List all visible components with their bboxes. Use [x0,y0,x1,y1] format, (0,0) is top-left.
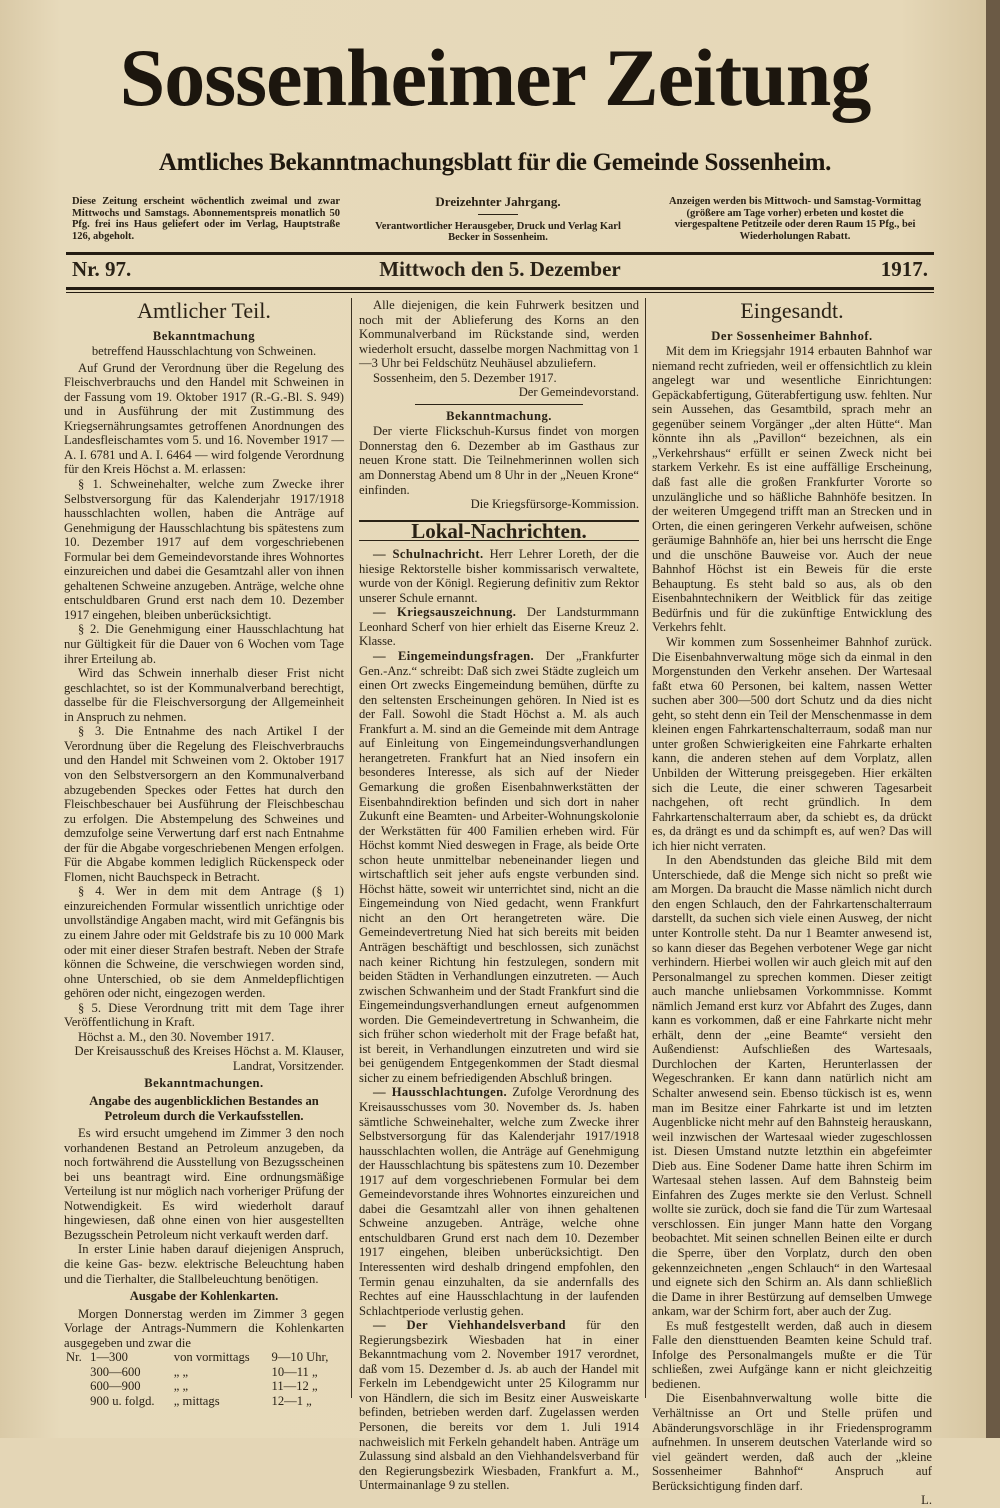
schedule-cell: „ mittags [173,1393,220,1408]
signature: Die Kriegsfürsorge-Kommission. [470,497,639,512]
paragraph: Es muß festgestellt werden, daß auch in diesem Falle den diensttuenden Beamten keine Schuld traf. Infolge des Personalmangels mußte er die Tür schließen, zwei Aufgänge kann er nicht gleichzeitig bedienen. [652,1318,932,1391]
news-item-title: — Schulnachricht. [373,547,484,562]
schedule-cell: von vormittags [173,1350,250,1365]
publisher-info [370,196,626,244]
paragraph: In den Abendstunden das gleiche Bild mit dem Unterschiede, daß die Menge sich nicht so preßt wie am Morgen. Da braucht die Masse nämlich nicht durch den engen Schlauch, den der Fahrkartenschalterraum darstellt, da suchen sich viele einen Ausweg, der nicht unter Kontrolle steht. Da nur 1 Beamter anwesend ist, so kann dieser das Begehen verbotener Wege gar nicht verhindern. Hierbei wollen wir auch gleich mit auf den Personalmangel zu sprechen kommen. Dieser zeitigt auch manche unliebsamen Vorkommnisse. Kommt nämlich Jemand erst kurz vor Abfahrt des Zuges, dann kann es vorkommen, daß er eine Fahrkarte nicht mehr erhält, denn der „eine Beamte“ versieht den Außendienst: Aufschließen des Wartesaals, Durchlochen der Karten, Herunterlassen der Wegeschranken. Er kann dann natürlich nicht am Schalter anwesend sein. Ebenso tückisch ist es, wenn man im Besitze einer Fahrkarte ist und im letzten Augenblicke nicht mehr auf den Bahnsteig herauskann, weil inzwischen der Wartesaal wieder zugeschlossen ist. Diesen Umstand nutzte letzthin ein abgefeimter Dieb aus. Eine Sodener Dame hatte ihren Schirm im Wartesaal stehen lassen. Auf dem Bahnsteig beim Einfahren des Zuges merkte sie den Verlust. Schnell wollte sie zurück, doch sie fand die Tür zum Wartesaal verschlossen. Ein junger Mann hatte den Vorgang beobachtet. Mit seinen schnellen Beinen eilte er durch die Sperre, über den Vorplatz, durch den oben gekennzeichneten „engen Schlauch“ in den Wartesaal und eignete sich den Schirm an. Als dann schließlich die Dame in ihrer Bestürzung auf demselben Umwege ankam, war der Schirm fort, aber auch der Zug. [652,853,932,1319]
news-item-text: Zufolge Verordnung des Kreisausschusses vom 30. November ds. Js. haben sämtliche Schweinehalter, welche zum Zwecke ihrer Selbstversorgung für das Kalenderjahr 1917/1918 hausschlachten wollen, die Anträge auf Genehmigung der Hausschlachtung bis spätestens zum 10. Dezember 1917 auf dem vorgeschriebenen Formular bei dem Gemeindevorstande ihres Wohnortes einzureichen und dabei die Gesamtzahl aller von ihnen gehaltenen Schweine anzugeben. Anträge, welche ohne entschuldbaren Grund erst nach dem 10. Dezember 1917 eingehen, bleiben unberücksichtigt. Den Interessenten wird deshalb dringend empfohlen, den Termin genau einzuhalten, da sie andernfalls des Rechtes auf eine Hausschlachtung in der laufenden Schlachtperiode verlustig gehen. [359,1085,640,1318]
schedule-row [64,1350,344,1365]
schedule-cell: „ „ [173,1364,189,1379]
paragraph: Auf Grund der Verordnung über die Regelung des Fleischverbrauchs und den Handel mit Schweinen in der Fassung vom 19. Oktober 1917 (R.-G.-Bl. S. 949) und in Ausführung der mit Zustimmung des Kriegsernährungsamtes getroffenen Anordnungen des Landesfleischamtes vom 5. und 16. November 1917 — A. I. 6781 und A. I. 6464 — wird folgende Verordnung für den Kreis Höchst a. M. erlassen: [64,360,344,477]
bottom-rule-thin [66,292,934,293]
article-heading: Bekanntmachung [152,328,256,343]
issue-number: Nr. 97. [72,257,132,281]
news-item-title: — Der Viehhandelsverband [373,1318,566,1333]
paragraph [359,1318,639,1493]
schedule-cell: 10—11 „ [271,1364,318,1379]
advertising-info: Anzeigen werden bis Mittwoch- und Samstag-Vormittag (größere am Tage vorher) erbeten und kostet die viergespaltene Petitzeile oder deren Raum 15 Pfg., bei Wiederholungen Rabatt. [669,196,921,242]
schedule-cell [64,1365,88,1380]
schedule-cell: „ „ [173,1379,189,1394]
news-item-title: — Eingemeindungsfragen. [373,649,535,664]
column-divider [351,298,352,1398]
schedule-cell [64,1379,88,1394]
news-item-text: für den Regierungsbezirk Wiesbaden hat in einer Bekanntmachung vom 2. November 1917 verordnet, daß vom 15. Dezember d. Js. ab auch der Handel mit Ferkeln im Lebendgewicht unter 25 Kilogramm nur von Händlern, die sich im Besitz einer Ausweiskarte befinden, betrieben werden darf. Zugelassen werden Personen, die bereits vor dem 1. Juli 1914 nachweislich mit Ferkeln gehandelt haben. Anträge um Zulassung sind alsbald an den Viehhandelsverband für den Regierungsbezirk Wiesbaden, Frankfurt a. M., Untermainanlage 9 zu stellen. [359,1318,639,1493]
paragraph [359,649,639,1085]
section-heading: Lokal-Nachrichten. [359,520,639,542]
issue-year: 1917. [880,257,928,281]
paragraph: Alle diejenigen, die kein Fuhrwerk besitzen und noch mit der Ablieferung des Korns an den Kommunalverband im Rückstande sind, werden wiederholt ersucht, dasselbe morgen Nachmittag von 1—3 Uhr bei Feldschütz Neuhäusel abzuliefern. [359,298,639,371]
signature: Der Gemeindevorstand. [518,385,639,400]
newspaper-subtitle: Amtliches Bekanntmachungsblatt für die Gemeinde Sossenheim. [158,149,832,176]
paragraph: § 4. Wer in dem mit dem Antrage (§ 1) einzureichenden Formular wissentlich unrichtige oder unvollständige Angaben macht, wird mit Gefängnis bis zu einem Jahre oder mit Geldstrafe bis zu 10 000 Mark oder mit einer dieser Strafen bestraft. Neben der Strafe können die Schweine, die verschwiegen worden sind, ohne Unterschied, ob sie dem Anmeldepflichtigen gehören oder nicht, eingezogen werden. [64,884,344,1001]
column-1 [64,298,344,1408]
signature: L. [921,1493,932,1508]
schedule-cell: Nr. [66,1350,82,1365]
divider [415,404,583,405]
news-item-text: Der „Frankfurter Gen.-Anz.“ schreibt: Daß sich zwei Städte zugleich um einen Ort zwecks Eingemeindung bemühen, dürfte zu den seltensten Erscheinungen gehören. In Nied ist es der Fall. Sowohl die Stadt Höchst a. M. als auch Frankfurt a. M. sind an die Gemeinde mit dem Antrage auf Einleitung von Eingemeindungsverhandlungen herangetreten. Frankfurt hat an Nied insofern ein besonderes Interesse, als sich auf der Nieder Gemarkung die großen Eisenbahnwerkstätten der Eisenbahndirektion befinden und sich dort in naher Zukunft eine Beamten- und Arbeiter-Wohnungskolonie der Werkstätten für 400 Familien erheben wird. Für Höchst kommt Nied deswegen in Frage, als beide Orte schon heute unmittelbar nebeneinander liegen und wirtschaftlich seit jeher aufs engste verbunden sind. Höchst hätte, soweit wir unterrichtet sind, nicht an die Eingemeindung von Nied gedacht, wenn Frankfurt nicht an den Ort herangetreten wäre. Die Gemeindevertretung Nied hat sich bereits mit beiden Anträgen beschäftigt und beschlossen, sich zunächst nach keiner Richtung hin festzulegen, sondern mit beiden Städten in Verhandlungen einzutreten. — Auch zwischen Schwanheim und der Stadt Frankfurt sind die Eingemeindungsverhandlungen erneut aufgenommen worden. Die Gemeindevertretung in Schwanheim, die sich früher schon wiederholt mit der Frage befaßt hat, ist bereit, in Verhandlungen einzutreten und wird sie bei genügendem Entgegenkommen der Stadt diesmal sicher zu einem befriedigenden Abschluß bringen. [359,649,639,1085]
schedule-cell: 600—900 [90,1379,141,1394]
paragraph: § 2. Die Genehmigung einer Hausschlachtung hat nur Gültigkeit für die Dauer von 6 Wochen vom Tage ihrer Erteilung ab. [64,622,344,666]
paragraph: Die Eisenbahnverwaltung wolle bitte die Verhältnisse an Ort und Stelle prüfen und Abänderungsvorschläge in ihr Friedensprogramm aufnehmen. In unserem deutschen Vaterlande wird so viel geändert werden, daß auch der „kleine Sossenheimer Bahnhof“ Anspruch auf Berücksichtigung finden darf. [652,1391,932,1493]
news-item-text: Der Landsturmmann Leonhard Scherf von hier erhielt das Eiserne Kreuz 2. Klasse. [359,605,640,649]
paragraph: Morgen Donnerstag werden im Zimmer 3 gegen Vorlage der Antrags-Nummern die Kohlenkarten ausgegeben und zwar die [64,1306,344,1350]
bottom-rule [66,287,934,290]
page-edge [986,0,1000,1438]
issue-date: Mittwoch den 5. Dezember [379,257,621,281]
news-item-title: — Kriegsauszeichnung. [373,605,517,620]
masthead [62,28,928,138]
paragraph: Wird das Schwein innerhalb dieser Frist nicht geschlachtet, so ist der Kommunalverband berechtigt, dasselbe für die Fleischversorgung der Allgemeinheit in Anspruch zu nehmen. [64,666,344,724]
article-heading: Bekanntmachung. [446,408,552,423]
publisher-text: Verantwortlicher Herausgeber, Druck und Verlag Karl Becker in Sossenheim. [375,220,621,243]
schedule-cell: 300—600 [90,1364,141,1379]
schedule-row [64,1379,344,1394]
subscription-info: Diese Zeitung erscheint wöchentlich zweimal und zwar Mittwochs und Samstags. Abonnementspreis monatlich 50 Pfg. frei ins Haus geliefert oder im Verlag, Hauptstraße 126, abgeholt. [72,196,340,242]
signature: Der Kreisausschuß des Kreises Höchst a. M. Klauser, Landrat, Vorsitzender. [74,1044,344,1073]
schedule-cell: 11—12 „ [271,1379,318,1394]
schedule-row [64,1365,344,1380]
volume-label: Dreizehnter Jahrgang. [435,194,561,209]
divider [478,214,518,215]
paragraph: Der vierte Flickschuh-Kursus findet von morgen Donnerstag den 6. Dezember ab im Gasthaus zur neuen Krone statt. Die Teilnehmerinnen wollen sich am Donnerstag Abend um 8 Uhr in der „Neuen Krone“ einfinden. [359,424,639,497]
column-divider [645,298,646,1398]
section-heading: Amtlicher Teil. [137,298,271,323]
newspaper-title: Sossenheimer Zeitung [119,32,871,123]
schedule-cell: 900 u. folgd. [90,1393,155,1408]
schedule-row [64,1394,344,1409]
paragraph: § 3. Die Entnahme des nach Artikel I der Verordnung über die Regelung des Fleischverbrauchs und den Handel mit Schweinen vom 2. Oktober 1917 von den Selbstversorgern an den Kommunalverband abzugebenden Speckes oder Fettes hat durch den Fleischbeschauer bei Ausführung der Fleischbeschau zu erfolgen. Die Abstempelung des Schweines und demzufolge seine Verwertung darf erst nach Entnahme der für die Abgabe vorgeschriebenen Mengen erfolgen. Für die Abgabe kommen lediglich Rückenspeck oder Flomen, nicht Bauchspeck in Betracht. [64,724,344,884]
paragraph: Mit dem im Kriegsjahr 1914 erbauten Bahnhof war niemand recht zufrieden, weil er offensichtlich zu klein angelegt war und wesentliche Einrichtungen: Gepäckabfertigung, Güterabfertigung usw. fehlten. Nur sein Aussehen, das Gesamtbild, sprach mehr an gegenüber seinem Vorgänger „der alten Hütte“. Man könnte ihn als „Pavillon“ bezeichnen, als ein „Verkehrshaus“ erfüllt er seinen Zweck nicht bei starkem Verkehr. Es ist eine auffällige Erscheinung, daß fast alle die großen Frankfurter Vororte so unzulängliche und so häßliche Bahnhöfe besitzen. In der weiteren Umgegend trifft man an Strecken und in Orten, die einen geringeren Verkehr aufweisen, schöne geräumige Bahnhöfe an, hier bei uns herrscht die Enge und die unschöne Bauweise vor. Auch der neue Bahnhof Höchst ist ein Beweis für die erste Behauptung. Es steht bald so aus, als ob den Eisenbahntechnikern der Weitblick für das zeitige Bedürfnis und für die zukünftige Entwicklung des Verkehrs fehlt. [652,344,932,635]
column-3 [652,298,932,1508]
paragraph: Höchst a. M., den 30. November 1917. [78,1029,275,1044]
news-item-title: — Hausschlachtungen. [373,1085,508,1100]
paragraph: Wir kommen zum Sossenheimer Bahnhof zurück. Die Eisenbahnverwaltung möge sich da einmal in den Morgenstunden den Verkehr ansehen. Der Wartesaal faßt etwa 60 Personen, bei kaltem, nassen Wetter suchen aber 300—500 dort Schutz und da dies nicht geht, so steht denn ein Teil der Menschenmasse in dem kleinen engen Fahrkartenschalterraum, sodaß man nur unter großen Schwierigkeiten eine Fahrkarte erhalten kann, die anderen stehen auf dem Vorplatz, allen Unbilden der Witterung preisgegeben. Hier erkälten sich die Leute, die einer schweren Tagesarbeit nachgehen, oft recht gründlich. In dem Fahrkartenschalterraum aber, da schiebt es, da drückt es, da drängt es und da schimpft es, auf wen? Das will ich hier nicht verraten. [652,635,932,853]
dateline [72,257,928,285]
article-heading: Angabe des augenblicklichen Bestandes an Petroleum durch die Verkaufsstellen. [89,1093,319,1123]
article-subheading: betreffend Hausschlachtung von Schweinen. [91,344,317,359]
schedule-cell: 1—300 [90,1350,128,1365]
paragraph: Es wird ersucht umgehend im Zimmer 3 den noch vorhandenen Bestand an Petroleum anzugeben, da noch fortwährend die Ausstellung von Bezugsscheinen bei uns beantragt wird. Eine ordnungsmäßige Verteilung ist nur möglich nach vorheriger Prüfung der Notwendigkeit. Es wird wiederholt darauf hingewiesen, daß ohne einen von hier ausgestellten Bezugsschein Petroleum nicht verkauft werden darf. [64,1126,344,1242]
paragraph [359,547,639,605]
article-heading: Der Sossenheimer Bahnhof. [711,328,873,343]
paragraph [359,605,639,649]
paragraph: § 1. Schweinehalter, welche zum Zwecke ihrer Selbstversorgung für das Kalenderjahr 1917/1918 hausschlachten wollen, haben die Anträge auf Genehmigung der Hausschlachtung bis spätestens zum 10. Dezember 1917 auf dem vorgeschriebenen Formular bei dem Gemeindevorstande ihres Wohnortes einzureichen und dabei die Gesamtzahl aller von ihnen gehaltenen Schweine anzugeben. Anträge, welche ohne entschuldbaren Grund erst nach dem 10. Dezember 1917 eingehen, bleiben unberücksichtigt. [64,477,344,622]
schedule-cell: 9—10 Uhr, [271,1350,329,1365]
news-item-text: Herr Lehrer Loreth, der die hiesige Rektorstelle bisher kommissarisch verwaltete, wurde von der Königl. Regierung definitiv zum Rektor unserer Schule ernannt. [359,547,639,605]
schedule-cell: 12—1 „ [271,1393,312,1408]
coal-card-schedule [64,1350,344,1408]
paragraph: In erster Linie haben darauf diejenigen Anspruch, die keine Gas- bezw. elektrische Beleuchtung haben und die Tierhalter, die Stallbeleuchtung benötigen. [64,1242,344,1286]
paragraph: Sossenheim, den 5. Dezember 1917. [373,370,557,385]
section-heading: Eingesandt. [740,298,844,323]
article-heading: Bekanntmachungen. [144,1076,264,1091]
paragraph: § 5. Diese Verordnung tritt mit dem Tage ihrer Veröffentlichung in Kraft. [64,1000,344,1030]
column-2 [359,298,639,1493]
top-rule [66,252,934,255]
paragraph [359,1085,639,1318]
article-heading: Ausgabe der Kohlenkarten. [129,1289,279,1304]
schedule-cell [64,1394,88,1409]
